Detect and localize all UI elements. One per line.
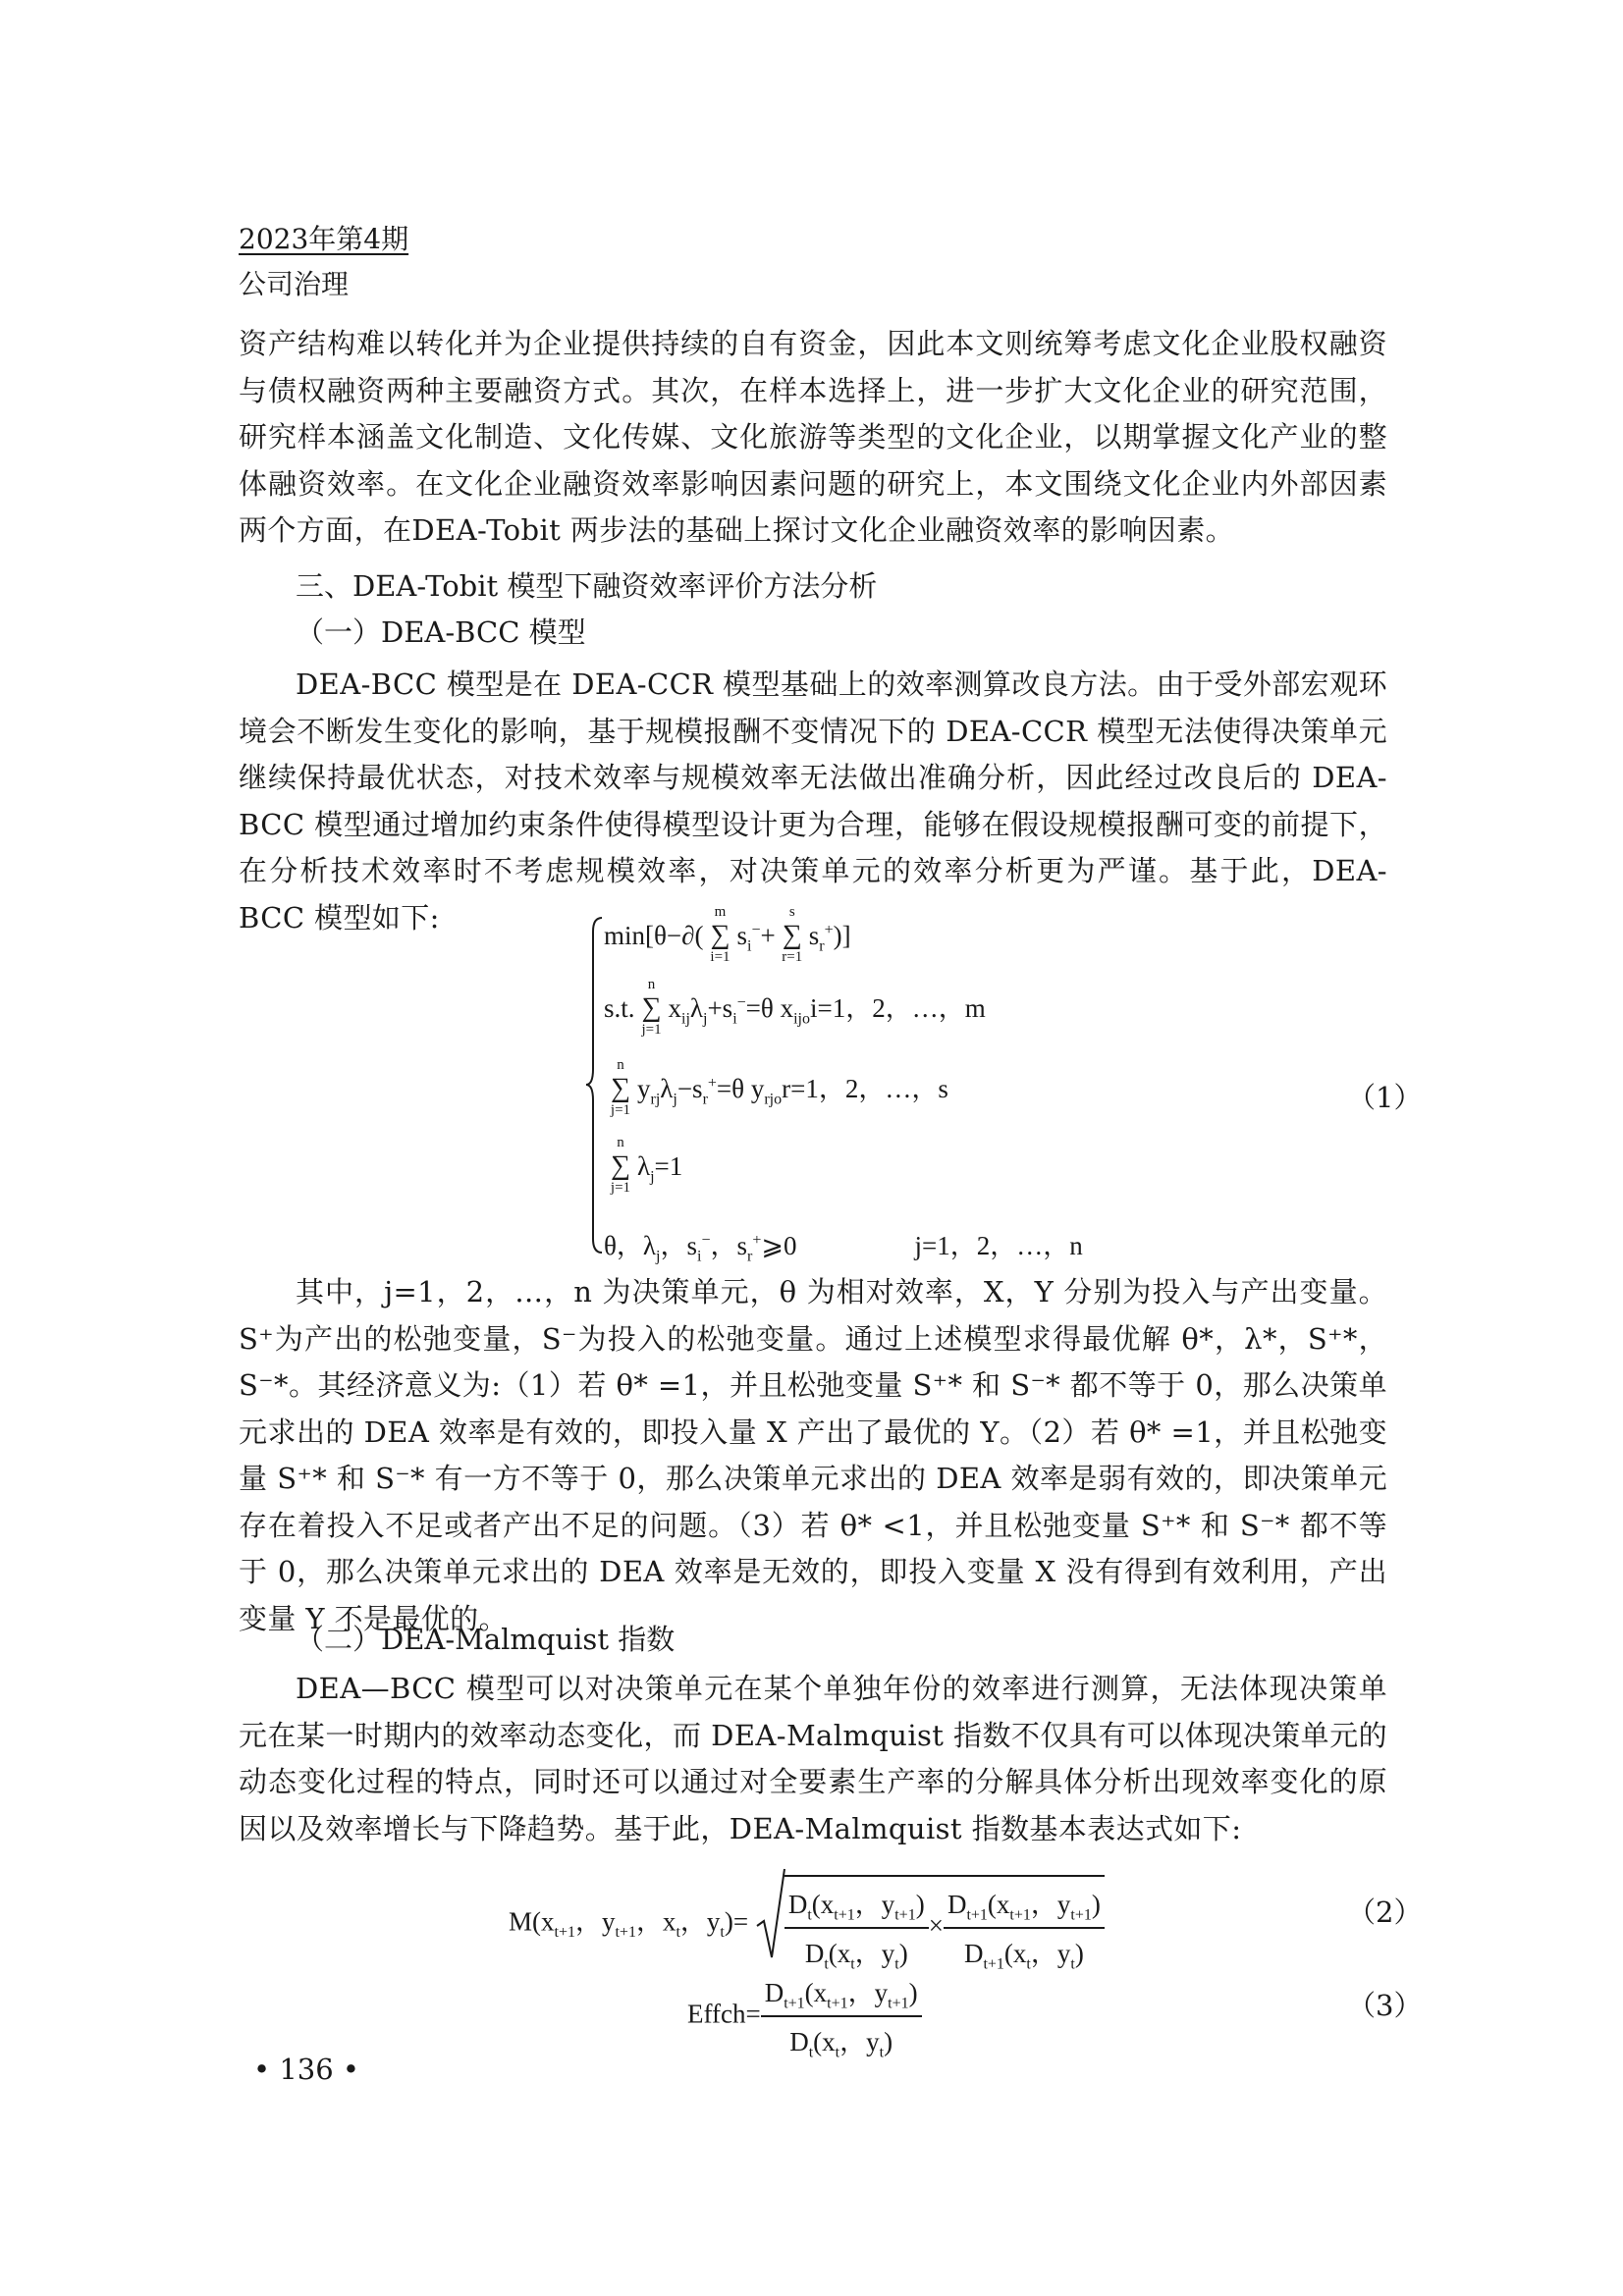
equation-3-number: （3） xyxy=(1347,1989,1423,2022)
paragraph-interpretation: 其中，j=1，2，…，n 为决策单元，θ 为相对效率，X，Y 分别为投入与产出变量。S⁺为产出的松弛变量，S⁻为投入的松弛变量。通过上述模型求得最优解 θ*，λ*，S⁺*，S⁻*。其经济意义为:（1）若 θ* =1，并且松弛变量 S⁺* 和 S⁻* 都不等于 0，那么决策单元求出的 DEA 效率是有效的，即投入量 X 产出了最优的 Y。（2）若 θ* =1，并且松弛变量 S⁺* 和 S⁻* 有一方不等于 0，那么决策单元求出的 DEA 效率是弱有效的，即决策单元存在着投入不足或者产出不足的问题。（3）若 θ* <1，并且松弛变量 S⁺* 和 S⁻* 都不等于 0，那么决策单元求出的 DEA 效率是无效的，即投入变量 X 没有得到有效利用，产出变量 Y 不是最优的。 xyxy=(239,1275,1387,1635)
equation-1-number: （1） xyxy=(1347,1081,1423,1114)
equation-1-line-3: n ∑ j=1 $y_{rj}\lambda_j-s_r^+=\theta$ $y_{rjo}r=1$，2，…，s xyxy=(610,1057,948,1118)
square-root: $\frac{D_t(x_{t+1},y_{t+1})}{D_t(x_t,y_t)}$ × $\frac{D_{t+1}(x_{t+1},y_{t+1})}{D_{t+1}(x_t,y_t)}$ xyxy=(755,1875,1105,1974)
equation-1 xyxy=(584,904,1134,1265)
equation-1-line-1: min[θ−∂( m ∑ i=1 $s_i^-+$ s ∑ r=1 $s_r^+$)] xyxy=(604,904,851,965)
page-number: • 136 • xyxy=(253,2053,359,2086)
equation-1-line-4: n ∑ j=1 $\lambda_j=1$ xyxy=(610,1135,683,1196)
equation-2-fraction-1: $\frac{D_t(x_{t+1},y_{t+1})}{D_t(x_t,y_t)}$ xyxy=(784,1883,929,1974)
equation-3: Effch= $\frac{D_{t+1}(x_{t+1},y_{t+1})}{D_t(x_t,y_t)}$ xyxy=(687,1971,922,2062)
left-brace xyxy=(584,912,606,1258)
equation-2-number: （2） xyxy=(1347,1896,1423,1929)
equation-1-line-2: s.t. n ∑ j=1 $x_{ij}\lambda_j+s_i^-=\theta$ $x_{ijo}i=1$，2，…，m xyxy=(604,977,986,1038)
paragraph-intro: 资产结构难以转化并为企业提供持续的自有资金，因此本文则统筹考虑文化企业股权融资与债权融资两种主要融资方式。其次，在样本选择上，进一步扩大文化企业的研究范围，研究样本涵盖文化制造、文化传媒、文化旅游等类型的文化企业，以期掌握文化产业的整体融资效率。在文化企业融资效率影响因素问题的研究上，本文围绕文化企业内外部因素两个方面，在DEA-Tobit 两步法的基础上探讨文化企业融资效率的影响因素。 xyxy=(239,327,1387,547)
journal-issue: 2023年第4期 xyxy=(239,223,409,255)
section-heading-3: 三、DEA-Tobit 模型下融资效率评价方法分析 xyxy=(296,569,878,603)
subsection-heading-1: （一）DEA-BCC 模型 xyxy=(296,615,586,649)
equation-2-fraction-2: $\frac{D_{t+1}(x_{t+1},y_{t+1})}{D_{t+1}(x_t,y_t)}$ xyxy=(944,1883,1105,1974)
journal-section: 公司治理 xyxy=(239,268,350,300)
paragraph-bcc: DEA-BCC 模型是在 DEA-CCR 模型基础上的效率测算改良方法。由于受外部宏观环境会不断发生变化的影响，基于规模报酬不变情况下的 DEA-CCR 模型无法使得决策单元继续保持最优状态，对技术效率与规模效率无法做出准确分析，因此经过改良后的 DEA-BCC 模型通过增加约束条件使得模型设计更为合理，能够在假设规模报酬可变的前提下，在分析技术效率时不考虑规模效率，对决策单元的效率分析更为严谨。基于此，DEA-BCC 模型如下: xyxy=(239,667,1387,934)
equation-1-line-5: θ，$\lambda_j$，$s_i^-$，$s_r^+⩾0$ j=1，2，…，n xyxy=(604,1231,1083,1265)
equation-2: $M(x_{t+1}$，$y_{t+1}$，$x_t$，$y_t)=$ $\frac{D_t(x_{t+1},y_{t+1})}{D_t(x_t,y_t)}$ × $\frac{D_{t+1}(x_{t+1},y_{t+1})}{D_{t+1}(x_t,y_t)}$ xyxy=(509,1875,1105,1974)
subsection-heading-2: （二）DEA-Malmquist 指数 xyxy=(296,1623,676,1656)
paragraph-malmquist: DEA—BCC 模型可以对决策单元在某个单独年份的效率进行测算，无法体现决策单元在某一时期内的效率动态变化，而 DEA-Malmquist 指数不仅具有可以体现决策单元的动态变化过程的特点，同时还可以通过对全要素生产率的分解具体分析出现效率变化的原因以及效率增长与下降趋势。基于此，DEA-Malmquist 指数基本表达式如下: xyxy=(239,1672,1387,1845)
equation-3-fraction: $\frac{D_{t+1}(x_{t+1},y_{t+1})}{D_t(x_t,y_t)}$ xyxy=(761,1971,922,2062)
